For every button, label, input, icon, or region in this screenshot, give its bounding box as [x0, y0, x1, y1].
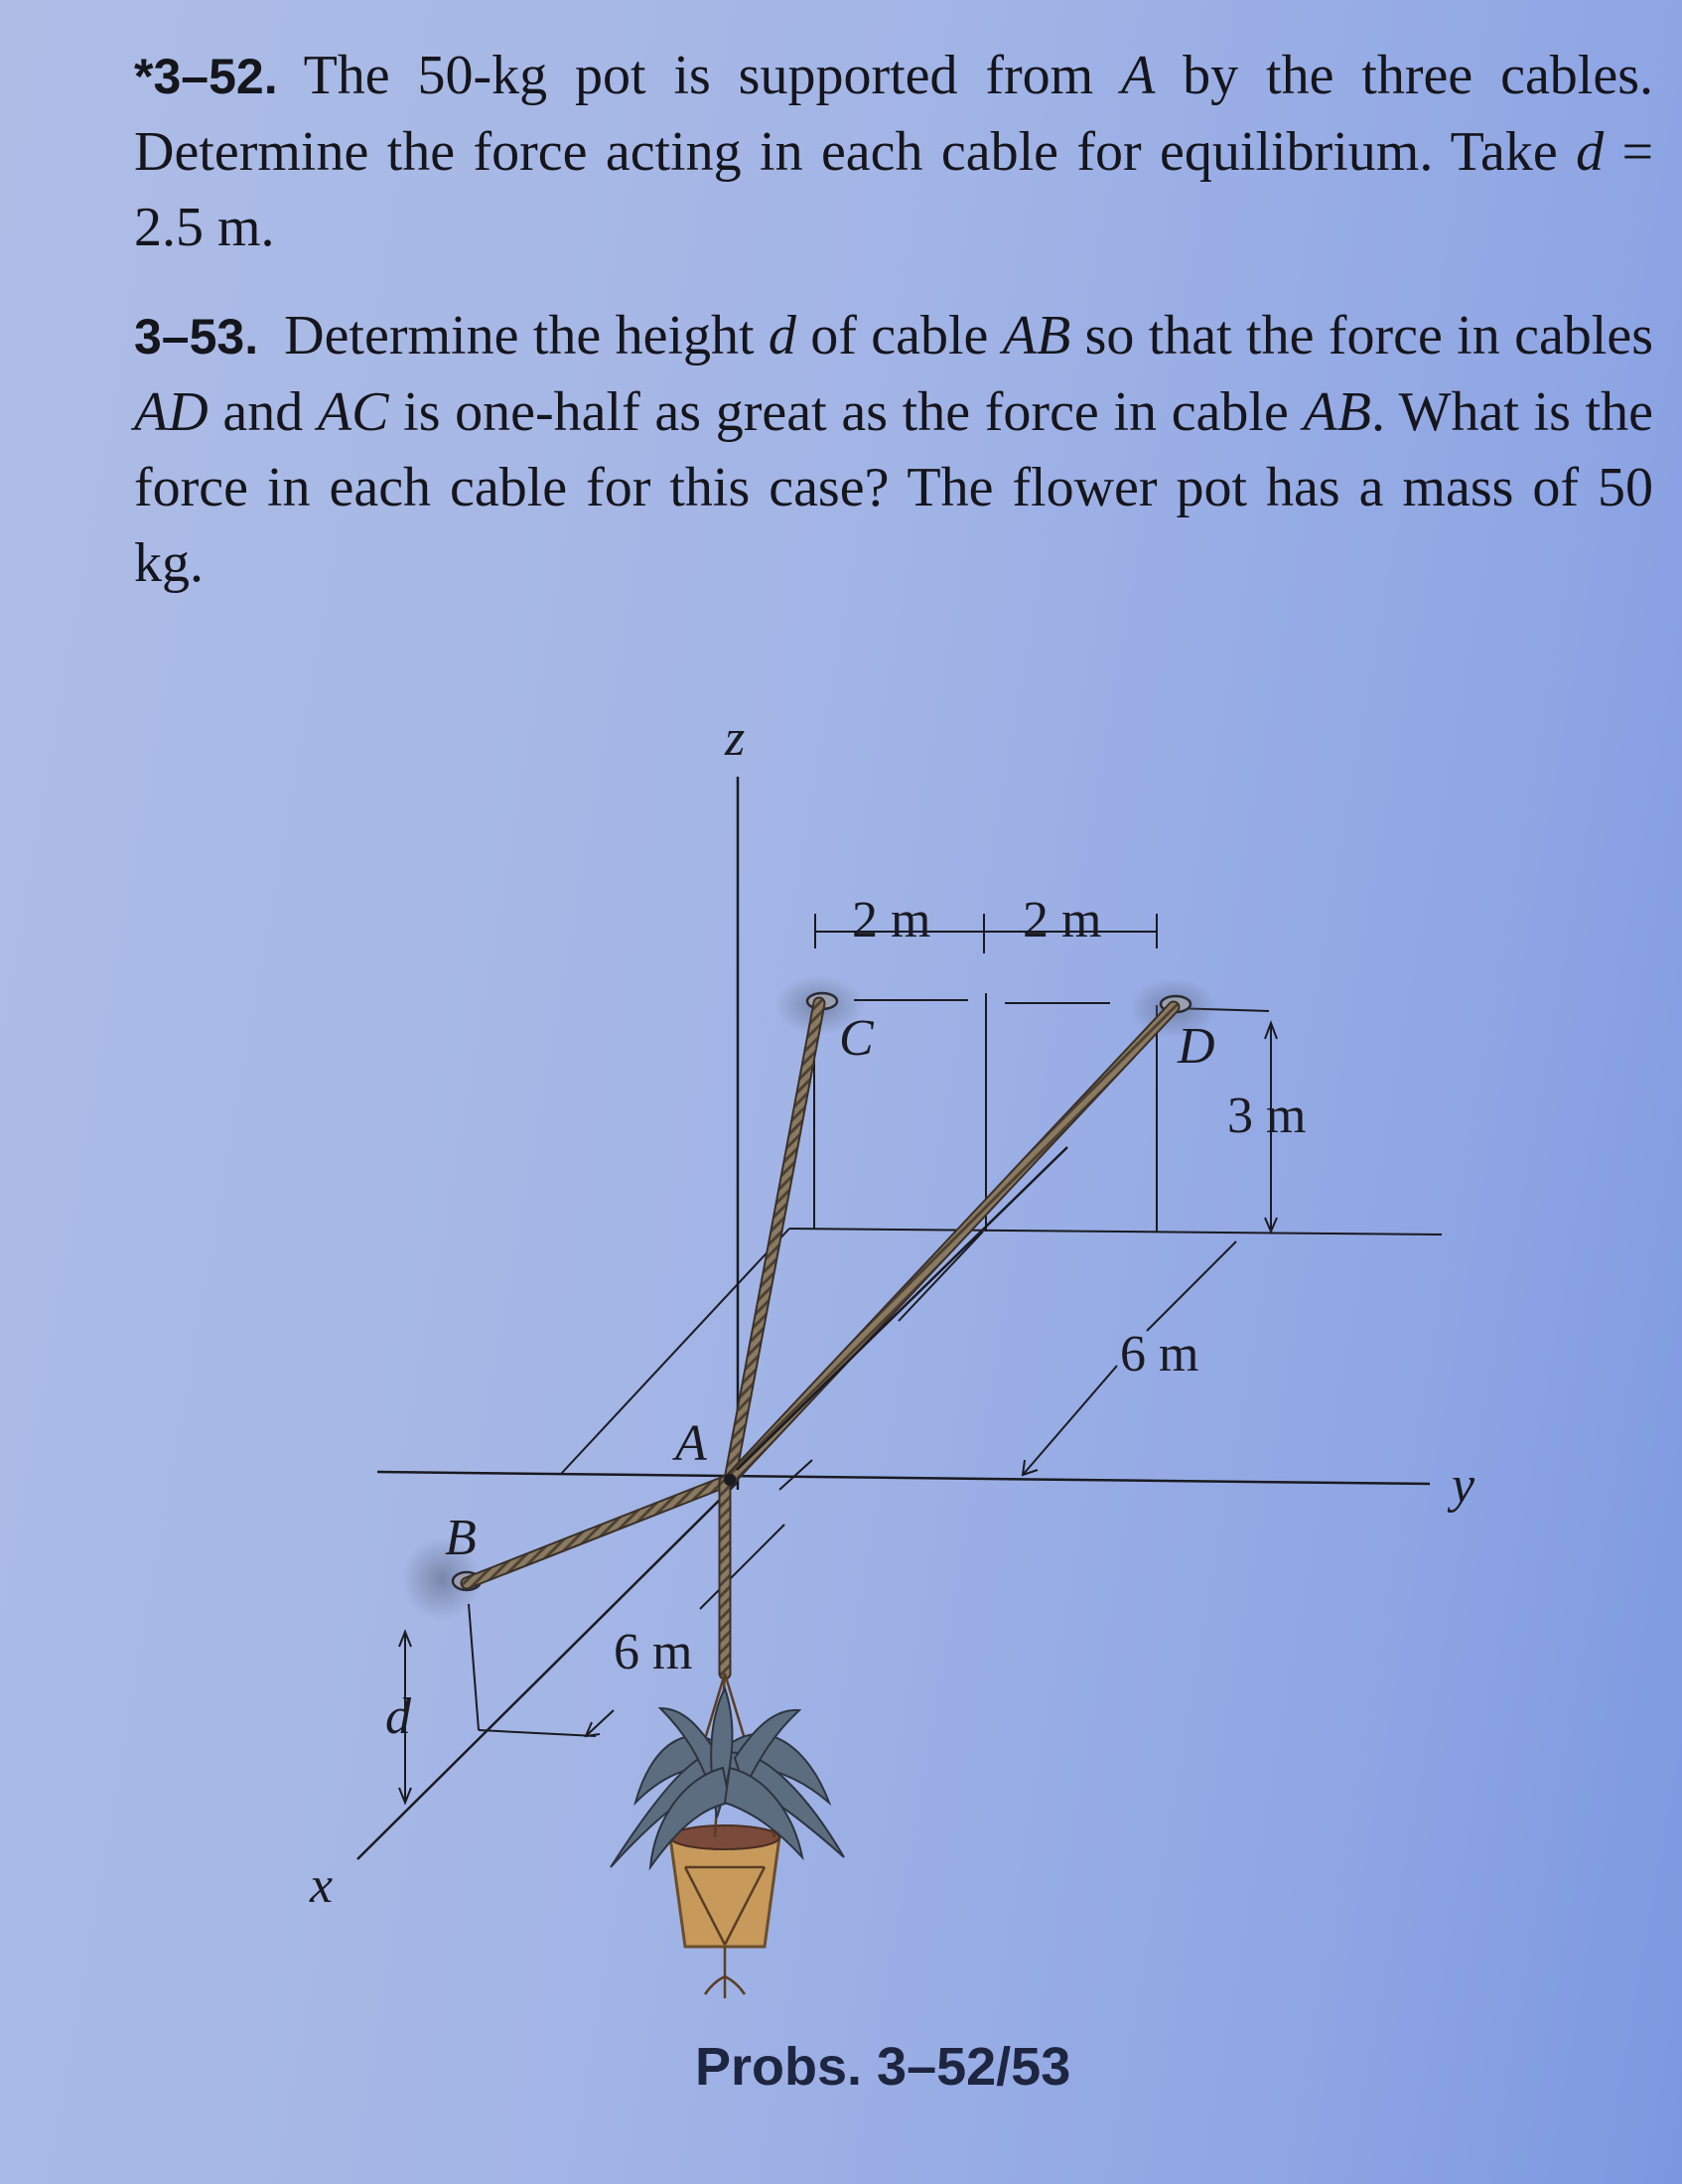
- dim-d: d: [385, 1688, 411, 1745]
- axis-x-label: x: [310, 1857, 334, 1914]
- figure-caption: Probs. 3–52/53: [695, 2037, 1071, 2097]
- dim-2m-right: 2 m: [1023, 892, 1102, 948]
- axis-z-label: z: [725, 710, 746, 767]
- y-axis: [377, 1472, 1430, 1484]
- axis-y-label: y: [1452, 1457, 1475, 1514]
- problem-number: 3–53.: [134, 309, 259, 364]
- problem-number: *3–52.: [134, 49, 278, 104]
- construction-lines: [399, 914, 1442, 1803]
- dim-6m-x: 6 m: [614, 1624, 693, 1680]
- point-d-label: D: [1178, 1018, 1215, 1075]
- dim-3m: 3 m: [1227, 1088, 1307, 1144]
- point-b-label: B: [445, 1510, 477, 1566]
- point-a-dot: [724, 1474, 736, 1486]
- cables: [467, 1003, 1174, 1674]
- point-c-label: C: [839, 1010, 874, 1067]
- dim-6m-y: 6 m: [1120, 1326, 1199, 1383]
- problem-3-53-text: 3–53. Determine the height d of cable AB so that the force in cables AD and AC is one-half as great as the force in cable AB. What is the force in each cable for this case? The flower pot has a mass of 50 kg.: [134, 305, 1654, 594]
- point-a-label: A: [675, 1415, 707, 1472]
- pot-body: [670, 1837, 779, 1947]
- problem-3-52-text: *3–52. The 50-kg pot is supported from A by the three cables. Determine the force acting in each cable for equilibrium. Take d = 2.5 m.: [134, 45, 1654, 258]
- dim-2m-left: 2 m: [852, 892, 931, 948]
- flower-pot: [611, 1674, 844, 1998]
